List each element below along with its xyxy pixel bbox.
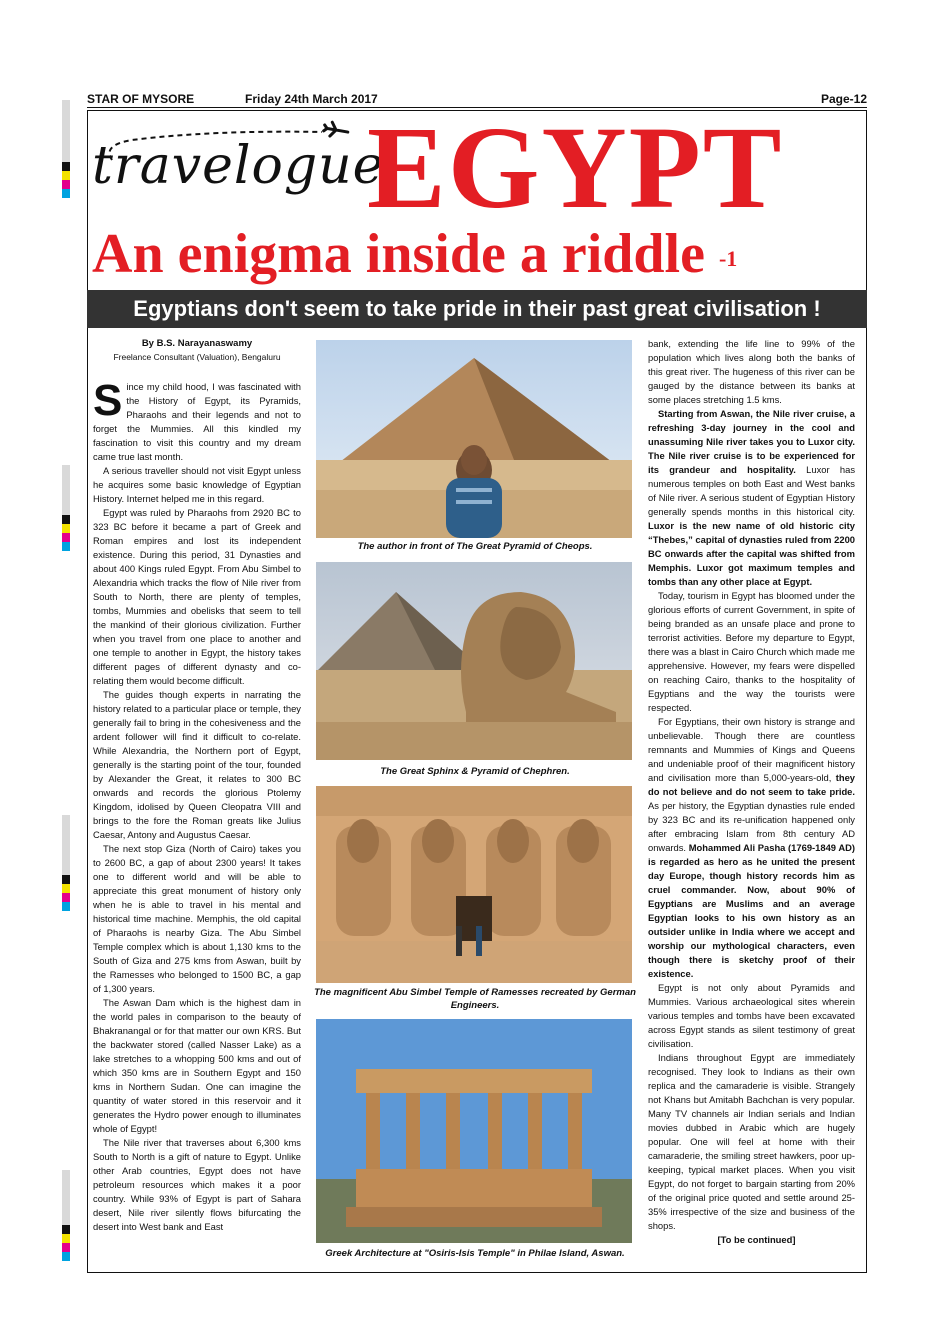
section-logo-text: travelogue: [92, 136, 385, 196]
headline-text: An enigma inside a riddle: [92, 223, 705, 285]
paragraph: Egypt is not only about Pyramids and Mummies. Various archaeological sites wherein various temples and tombs have been excavated across Egypt stands as silent testimony of great civilisation.: [648, 982, 855, 1049]
paragraph: Indians throughout Egypt are immediately recognised. They look to Indians as their own replica and the camaraderie is visible. Strangely not Khans but Amitabh Bachchan is very popular. Many TV channels air Indian serials and Indian movies dubbed in Arabic which are hugely popular. One will feel at home with their camaraderie, the smiling street hawkers, poor up-keeping, typical market places. When you visit Egypt, do not forget to bargain starting from 20% of the original price quoted and settle around 25-35% irrespective of the size and business of the shops.: [648, 1052, 855, 1231]
article-column-3: [648, 337, 855, 1247]
feature-title: EGYPT: [367, 102, 784, 233]
paragraph: bank, extending the life line to 99% of the population which lives along both the banks of this great river. The hugeness of this river can be gauged by the distance between its banks at some places stretching 1.5 kms.: [648, 338, 855, 405]
paragraph: The next stop Giza (North of Cairo) takes you to 2600 BC, a gap of about 2300 years! It takes one to different world and will be able to appreciate this great monument of history only when he is able to travel in his mental and historical time machine. Memphis, the old capital of Pharaohs is nearby Giza. The Abu Simbel Temple complex which is about 1,130 kms to the South of Giza and 275 kms from Aswan, built by the Ramesses who belonged to 1500 BC, a gap of 1,300 years.: [93, 843, 301, 994]
lead-paragraph: Since my child hood, I was fascinated with the History of Egypt, its Pyramids, Pharaohs and their legends and not to forget the Mummies. All this kindled my fascination to visit this country and my dream came true last month.: [93, 376, 301, 462]
photo-abu-simbel: [316, 786, 632, 983]
paragraph: For Egyptians, their own history is strange and unbelievable. Though there are countless remnants and Mummies of Kings and Queens and undeniable proof of their magnificent history and civilisation more than 5,000-years-old, they do not believe and do not seem to take pride. As per history, the Egyptian dynasties rule ended by 323 BC and its re-unification happened only after embracing Islam from 8th century AD onwards. Mohammed Ali Pasha (1769-1849 AD) is regarded as hero as he united the present day Europe, though history records him as cruel commander. Now, about 90% of Egyptians are Muslims and an average Egyptian looks to his own history as an outsider unlike in India where we accept and worship our mythological characters, even though there is sketchy proof of their existence.: [648, 716, 855, 979]
photo-caption: The Great Sphinx & Pyramid of Chephren.: [380, 766, 570, 777]
registration-marks-middle: [62, 465, 70, 551]
byline-author: By B.S. Narayanaswamy: [141, 338, 253, 349]
photo-philae-kiosk: [316, 1019, 632, 1243]
photo-caption: Greek Architecture at "Osiris-Isis Temple" in Philae Island, Aswan.: [325, 1248, 625, 1259]
photo-caption: The author in front of The Great Pyramid of Cheops.: [357, 541, 593, 552]
registration-marks-lower: [62, 815, 70, 911]
headline-part-number: -1: [718, 246, 738, 272]
paragraph: Starting from Aswan, the Nile river cruise, a refreshing 3-day journey in the cool and unassuming Nile river takes you to Luxor city. The Nile river cruise is to be experienced for its grandeur and hospitality. Luxor has numerous temples on both East and West banks of Nile river. A serious student of Egyptian History generally spends months in this historical city. Luxor is the new name of old historic city “Thebes,” capital of dynasties ruled from 2200 BC onwards after the capital was shifted from Memphis. Luxor got maximum temples and tombs than any other place at Egypt.: [648, 408, 856, 587]
page-number: Page-12: [820, 92, 867, 106]
paragraph: A serious traveller should not visit Egypt unless he acquires some basic knowledge of Egyptian History. Internet helped me in this regard.: [93, 465, 301, 504]
registration-marks-top: [62, 100, 70, 198]
photo-great-pyramid: [316, 340, 632, 538]
drop-cap: S: [93, 376, 123, 425]
publication-name: STAR OF MYSORE: [87, 92, 195, 106]
registration-marks-bottom: [62, 1170, 70, 1261]
article-column-1: [93, 337, 301, 1234]
byline-role: Freelance Consultant (Valuation), Bengaluru: [113, 352, 281, 362]
deck-bar: Egyptians don't seem to take pride in their past great civilisation !: [87, 290, 867, 328]
paragraph: The guides though experts in narrating the history related to a particular place or temple, they generally fail to bring in the cohesiveness and the ardent follower will find it difficult to co-relate. While Alexandria, the Northern port of Egypt, generally is the starting point of the tour, founded by Alexander the Great, it relates to 300 BC onwards and records the glorious Ptolemy Kingdom, idolised by Queen Cleopatra VIII and brings to the fore the Roman greats like Julius Caesar, Antony and Augustus Caesar.: [93, 689, 301, 840]
paragraph: Today, tourism in Egypt has bloomed under the glorious efforts of current Government, in spite of being branded as an unsafe place and prone to terrorist activities. Before my departure to Egypt, there was a blast in Cairo Church which made me apprehensive. However, my fears were dispelled on reaching Cairo, thanks to the hospitality of Egyptians and the way the tourists were respected.: [648, 590, 855, 713]
photo-caption: The magnificent Abu Simbel Temple of Ramesses recreated by German Engineers.: [314, 987, 636, 1011]
photo-sphinx: [316, 562, 632, 760]
headline: [92, 222, 862, 291]
issue-date: Friday 24th March 2017: [245, 92, 378, 106]
travelogue-logo: [92, 120, 385, 200]
paragraph: The Nile river that traverses about 6,300 kms South to North is a gift of nature to Egypt. Unlike other Arab countries, Egypt does not have petroleum resources which makes it a poor country. While 93% of Egypt is part of Sahara desert, Nile river silently flows bifurcating the desert into West bank and East: [93, 1137, 301, 1232]
paragraph: Egypt was ruled by Pharaohs from 2920 BC to 323 BC before it became a part of Greek and Roman empires and lost its independent existence. During this period, 31 Dynasties and about 400 Kings ruled Egypt. From Abu Simbel to Alexandria which tracks the flow of Nile river from South to North, there are plenty of temples, tombs, Mummies and obelisks that seem to tell the mankind of their glorious civilization. Further when you travel from one place to another and one temple to another in Egypt, the history takes different pages of different dynasty and co-relating them would become difficult.: [93, 507, 301, 686]
continued-note: [To be continued]: [717, 1234, 796, 1245]
paragraph: The Aswan Dam which is the highest dam in the world pales in comparison to the beauty of Bhakranangal or for that matter our own KRS. But the backwater stored (called Nasser Lake) as a lake stretches to a whopping 500 kms and out of which 350 kms are in Southern Egypt and 150 kms in Northern Sudan. One can imagine the quantity of water stored in this reservoir and it generates the Hydro power enough to illuminates whole of Egypt!: [93, 997, 301, 1134]
